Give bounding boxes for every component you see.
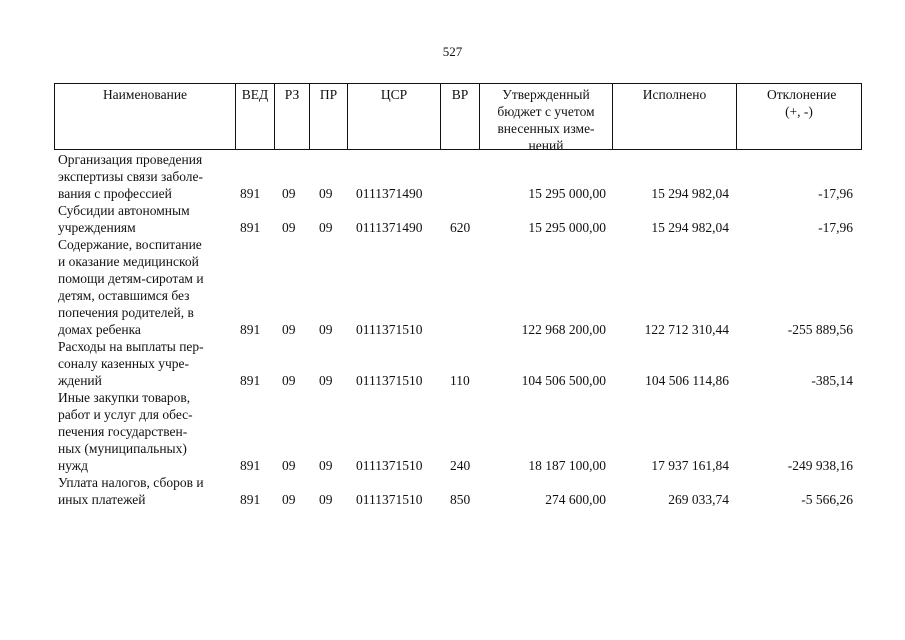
row-vr: 240 bbox=[450, 458, 471, 473]
row-executed: 269 033,74 bbox=[668, 492, 729, 507]
row-name: Субсидии автономным учреждениям bbox=[58, 203, 190, 235]
row-budget: 274 600,00 bbox=[545, 492, 606, 507]
row-name: Иные закупки товаров, работ и услуг для обес- печения государствен- ных (муниципальных) нужд bbox=[58, 390, 193, 473]
header-rz: РЗ bbox=[274, 84, 309, 149]
row-name: Организация проведения экспертизы связи заболе- вания с профессией bbox=[58, 152, 204, 201]
table-body bbox=[0, 151, 905, 508]
row-rz: 09 bbox=[282, 186, 296, 201]
row-deviation: -255 889,56 bbox=[787, 322, 853, 337]
row-budget: 15 295 000,00 bbox=[528, 220, 606, 235]
row-deviation: -249 938,16 bbox=[787, 458, 853, 473]
row-ved: 891 bbox=[240, 220, 261, 235]
row-vr: 110 bbox=[450, 373, 470, 388]
row-ved: 891 bbox=[240, 373, 261, 388]
row-vr: 850 bbox=[450, 492, 471, 507]
row-ved: 891 bbox=[240, 186, 261, 201]
row-name: Уплата налогов, сборов и иных платежей bbox=[58, 475, 204, 507]
row-name: Расходы на выплаты пер- соналу казенных учре- ждений bbox=[58, 339, 204, 388]
row-budget: 122 968 200,00 bbox=[521, 322, 606, 337]
row-executed: 104 506 114,86 bbox=[645, 373, 729, 388]
row-pr: 09 bbox=[319, 492, 333, 507]
header-deviation: Отклонение (+, -) bbox=[736, 84, 861, 149]
row-csr: 0111371510 bbox=[356, 458, 423, 473]
row-csr: 0111371510 bbox=[356, 492, 423, 507]
row-pr: 09 bbox=[319, 322, 333, 337]
row-pr: 09 bbox=[319, 220, 333, 235]
row-pr: 09 bbox=[319, 186, 333, 201]
row-executed: 17 937 161,84 bbox=[651, 458, 729, 473]
row-pr: 09 bbox=[319, 458, 333, 473]
table-header bbox=[54, 83, 862, 153]
row-rz: 09 bbox=[282, 322, 296, 337]
header-budget: Утвержденный бюджет с учетом внесенных изме-нений bbox=[479, 84, 612, 149]
row-csr: 0111371510 bbox=[356, 373, 423, 388]
header-vr: ВР bbox=[440, 84, 479, 149]
table-row bbox=[0, 474, 905, 508]
row-ved: 891 bbox=[240, 322, 261, 337]
table-row bbox=[0, 151, 905, 202]
row-ved: 891 bbox=[240, 492, 261, 507]
row-ved: 891 bbox=[240, 458, 261, 473]
table-row bbox=[0, 389, 905, 474]
row-executed: 15 294 982,04 bbox=[651, 186, 729, 201]
header-pr: ПР bbox=[309, 84, 347, 149]
row-rz: 09 bbox=[282, 220, 296, 235]
row-rz: 09 bbox=[282, 492, 296, 507]
row-csr: 0111371510 bbox=[356, 322, 423, 337]
row-rz: 09 bbox=[282, 373, 296, 388]
row-deviation: -5 566,26 bbox=[801, 492, 853, 507]
row-budget: 18 187 100,00 bbox=[528, 458, 606, 473]
row-csr: 0111371490 bbox=[356, 186, 423, 201]
row-deviation: -17,96 bbox=[818, 186, 853, 201]
row-rz: 09 bbox=[282, 458, 296, 473]
table-row bbox=[0, 202, 905, 236]
row-budget: 15 295 000,00 bbox=[528, 186, 606, 201]
row-csr: 0111371490 bbox=[356, 220, 423, 235]
row-executed: 122 712 310,44 bbox=[644, 322, 729, 337]
header-ved: ВЕД bbox=[235, 84, 274, 149]
row-deviation: -385,14 bbox=[811, 373, 853, 388]
header-executed: Исполнено bbox=[612, 84, 736, 149]
row-name: Содержание, воспитание и оказание медицинской помощи детям-сиротам и детям, оставшимся без попечения родителей, в домах ребенка bbox=[58, 237, 204, 337]
table-row bbox=[0, 338, 905, 389]
row-pr: 09 bbox=[319, 373, 333, 388]
table-row bbox=[0, 236, 905, 338]
row-executed: 15 294 982,04 bbox=[651, 220, 729, 235]
header-csr: ЦСР bbox=[347, 84, 440, 149]
row-budget: 104 506 500,00 bbox=[521, 373, 606, 388]
row-vr: 620 bbox=[450, 220, 471, 235]
page-number: 527 bbox=[442, 44, 463, 59]
header-name: Наименование bbox=[102, 87, 188, 102]
row-deviation: -17,96 bbox=[818, 220, 853, 235]
